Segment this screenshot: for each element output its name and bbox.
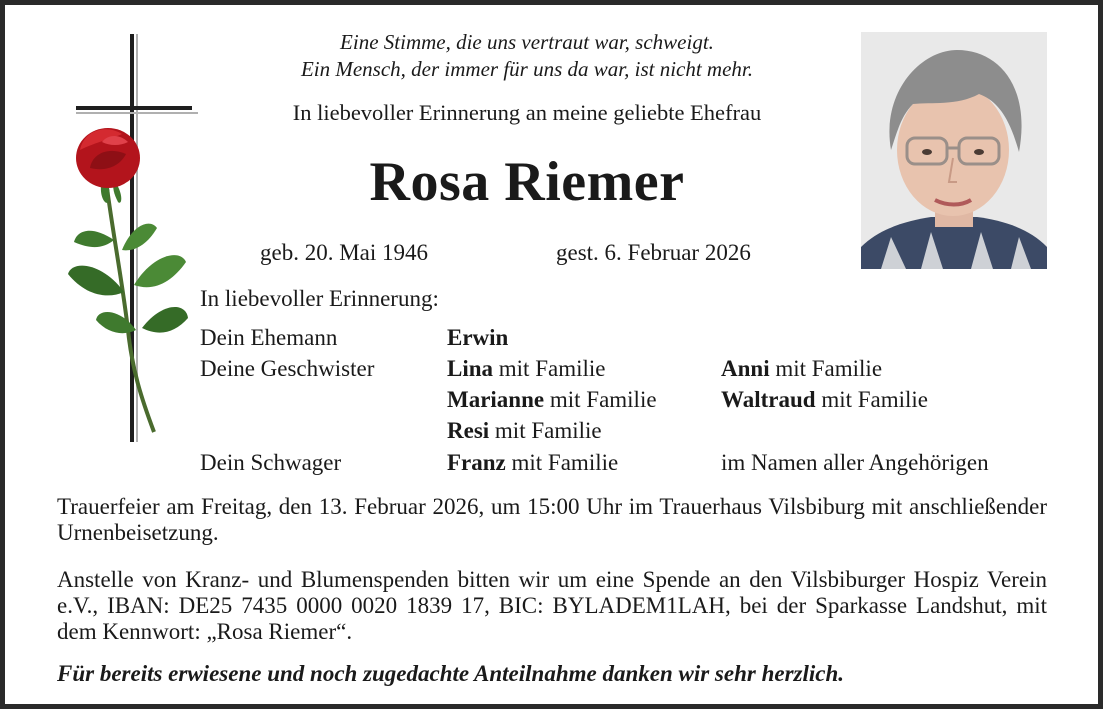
cross-horizontal-shadow (76, 112, 198, 114)
siblings-label: Deine Geschwister (200, 356, 375, 381)
portrait-photo (861, 32, 1047, 269)
death-date: gest. 6. Februar 2026 (556, 240, 751, 265)
rose-leaf (122, 224, 157, 251)
husband-name: Erwin (447, 325, 509, 350)
sibling-entry: Lina mit Familie (447, 356, 606, 381)
portrait-illustration (861, 32, 1047, 269)
intro-line: In liebevoller Erinnerung an meine geliebte Ehefrau (292, 100, 762, 125)
sibling-entry: Marianne mit Familie (447, 387, 657, 412)
thanks-line: Für bereits erwiesene und noch zugedachte Anteilnahme danken wir sehr herzlich. (57, 661, 845, 686)
donation-info: Anstelle von Kranz- und Blumenspenden bitten wir um eine Spende an den Vilsbiburger Hospiz Verein e.V., IBAN: DE25 7435 0000 0020 1839 17, BIC: BYLADEM1LAH, bei der Sparkasse Landshut, mit dem Kennwort: „Rosa Riemer“. (57, 567, 1047, 644)
rose-leaf (142, 307, 188, 333)
sibling-entry: Anni mit Familie (721, 356, 883, 381)
cross-horizontal-beam (76, 106, 192, 110)
quote-line-2: Ein Mensch, der immer für uns da war, ist nicht mehr. (300, 57, 754, 81)
rose-leaf (68, 266, 124, 296)
birth-date: geb. 20. Mai 1946 (260, 240, 429, 265)
on-behalf-text: im Namen aller Angehörigen (721, 450, 989, 475)
quote-line-1: Eine Stimme, die uns vertraut war, schweigt. (340, 30, 714, 54)
brother-in-law-label: Dein Schwager (200, 450, 342, 475)
funeral-info: Trauerfeier am Freitag, den 13. Februar 2026, um 15:00 Uhr im Trauerhaus Vilsbiburg mit anschließender Urnenbeisetzung. (57, 494, 1047, 545)
sibling-entry: Waltraud mit Familie (721, 387, 929, 412)
sibling-entry: Resi mit Familie (447, 418, 602, 443)
rose-leaf (134, 255, 186, 287)
husband-label: Dein Ehemann (200, 325, 338, 350)
deceased-name: Rosa Riemer (369, 151, 685, 213)
cross-and-rose-image (62, 30, 202, 450)
brother-in-law-entry: Franz mit Familie (447, 450, 619, 475)
memory-heading: In liebevoller Erinnerung: (200, 286, 439, 311)
rose-leaf (74, 231, 114, 247)
